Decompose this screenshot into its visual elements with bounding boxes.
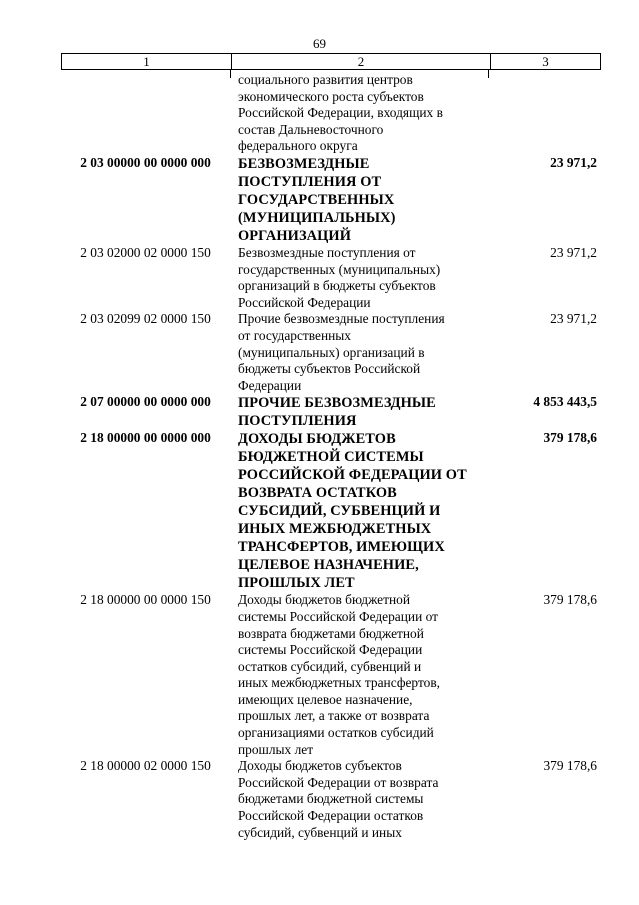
- row-name: [230, 758, 488, 841]
- row-name-line: ПРОШЛЫХ ЛЕТ: [238, 575, 355, 592]
- row-code: 2 18 00000 00 0000 150: [80, 592, 211, 608]
- row-name-line: прошлых лет, а также от возврата: [238, 708, 430, 724]
- row-name-line: организаций в бюджеты субъектов: [238, 278, 436, 294]
- row-name-line: БЮДЖЕТНОЙ СИСТЕМЫ: [238, 449, 424, 466]
- row-name-line: (муниципальных) организаций в: [238, 344, 425, 360]
- row-name-line: ДОХОДЫ БЮДЖЕТОВ: [238, 431, 396, 448]
- row-name-line: Федерации: [238, 377, 302, 393]
- row-amount: 379 178,6: [543, 758, 597, 774]
- row-name-line: системы Российской Федерации от: [238, 608, 438, 624]
- row-name-line: ТРАНСФЕРТОВ, ИМЕЮЩИХ: [238, 539, 445, 556]
- row-name: [230, 311, 488, 394]
- row-name: [230, 394, 488, 430]
- row-name-line: РОССИЙСКОЙ ФЕДЕРАЦИИ ОТ: [238, 467, 467, 484]
- row-name-line: остатков субсидий, субвенций и: [238, 658, 422, 674]
- header-col-2: 2: [232, 54, 491, 69]
- row-amount: 379 178,6: [543, 430, 597, 446]
- table-row: [61, 311, 601, 394]
- row-name-line: бюджетами бюджетной системы: [238, 791, 424, 807]
- row-code: 2 03 02000 02 0000 150: [80, 244, 211, 260]
- row-name-line: бюджеты субъектов Российской: [238, 361, 421, 377]
- row-name-line: имеющих целевое назначение,: [238, 691, 413, 707]
- row-name-line: ПРОЧИЕ БЕЗВОЗМЕЗДНЫЕ: [238, 395, 436, 412]
- row-name-line: (МУНИЦИПАЛЬНЫХ): [238, 209, 396, 226]
- table-row: [61, 394, 601, 430]
- table-row: [61, 430, 601, 592]
- row-amount: 23 971,2: [550, 154, 597, 170]
- table-row: [61, 758, 601, 841]
- row-amount: 379 178,6: [543, 592, 597, 608]
- row-name-line: Доходы бюджетов субъектов: [238, 758, 402, 774]
- row-name: [230, 155, 488, 245]
- row-name: [230, 72, 488, 155]
- page-number: 69: [313, 36, 326, 51]
- row-name-line: организациями остатков субсидий: [238, 725, 434, 741]
- row-code: 2 03 00000 00 0000 000: [80, 154, 211, 170]
- row-name-line: иных межбюджетных трансфертов,: [238, 675, 440, 691]
- row-name-line: субсидий, субвенций и иных: [238, 824, 402, 840]
- row-name-line: экономического роста субъектов: [238, 88, 424, 104]
- row-code: 2 07 00000 00 0000 000: [80, 394, 211, 410]
- row-name-line: государственных (муниципальных): [238, 261, 441, 277]
- row-name-line: ГОСУДАРСТВЕННЫХ: [238, 191, 395, 208]
- row-amount: 4 853 443,5: [533, 394, 597, 410]
- table-row: [61, 245, 601, 311]
- row-name-line: ВОЗВРАТА ОСТАТКОВ: [238, 485, 397, 502]
- row-name-line: Безвозмездные поступления от: [238, 244, 416, 260]
- table-body: [61, 72, 601, 841]
- row-name-line: возврата бюджетами бюджетной: [238, 625, 424, 641]
- table-row: [61, 72, 601, 155]
- row-code: 2 18 00000 00 0000 000: [80, 430, 211, 446]
- row-name-line: Прочие безвозмездные поступления: [238, 311, 445, 327]
- row-name-line: ЦЕЛЕВОЕ НАЗНАЧЕНИЕ,: [238, 557, 419, 574]
- row-name: [230, 245, 488, 311]
- row-name-line: Российской Федерации, входящих в: [238, 105, 443, 121]
- header-col-1: 1: [62, 54, 232, 69]
- row-amount: 23 971,2: [550, 244, 597, 260]
- row-code: 2 18 00000 02 0000 150: [80, 758, 211, 774]
- table-header: [61, 53, 601, 70]
- row-name-line: от государственных: [238, 327, 351, 343]
- row-name-line: ПОСТУПЛЕНИЯ ОТ: [238, 173, 382, 190]
- table-row: [61, 592, 601, 758]
- row-name-line: Российской Федерации остатков: [238, 808, 424, 824]
- row-name-line: состав Дальневосточного: [238, 121, 384, 137]
- row-name-line: Российской Федерации от возврата: [238, 774, 439, 790]
- row-name-line: Доходы бюджетов бюджетной: [238, 592, 411, 608]
- row-name-line: ОРГАНИЗАЦИЙ: [238, 227, 352, 244]
- table-row: [61, 155, 601, 245]
- row-name-line: СУБСИДИЙ, СУБВЕНЦИЙ И: [238, 503, 441, 520]
- row-name-line: ПОСТУПЛЕНИЯ: [238, 413, 357, 430]
- row-name-line: федерального округа: [238, 138, 358, 154]
- header-col-3: 3: [542, 54, 549, 69]
- row-name-line: Российской Федерации: [238, 294, 371, 310]
- row-name-line: ИНЫХ МЕЖБЮДЖЕТНЫХ: [238, 521, 432, 538]
- row-code: [61, 72, 230, 155]
- row-amount: [488, 72, 601, 155]
- row-name-line: социального развития центров: [238, 72, 413, 87]
- row-name: [230, 430, 488, 592]
- row-name: [230, 592, 488, 758]
- row-name-line: прошлых лет: [238, 741, 314, 757]
- row-amount: 23 971,2: [550, 311, 597, 327]
- row-code: 2 03 02099 02 0000 150: [80, 311, 211, 327]
- row-name-line: БЕЗВОЗМЕЗДНЫЕ: [238, 155, 370, 172]
- row-name-line: системы Российской Федерации: [238, 642, 423, 658]
